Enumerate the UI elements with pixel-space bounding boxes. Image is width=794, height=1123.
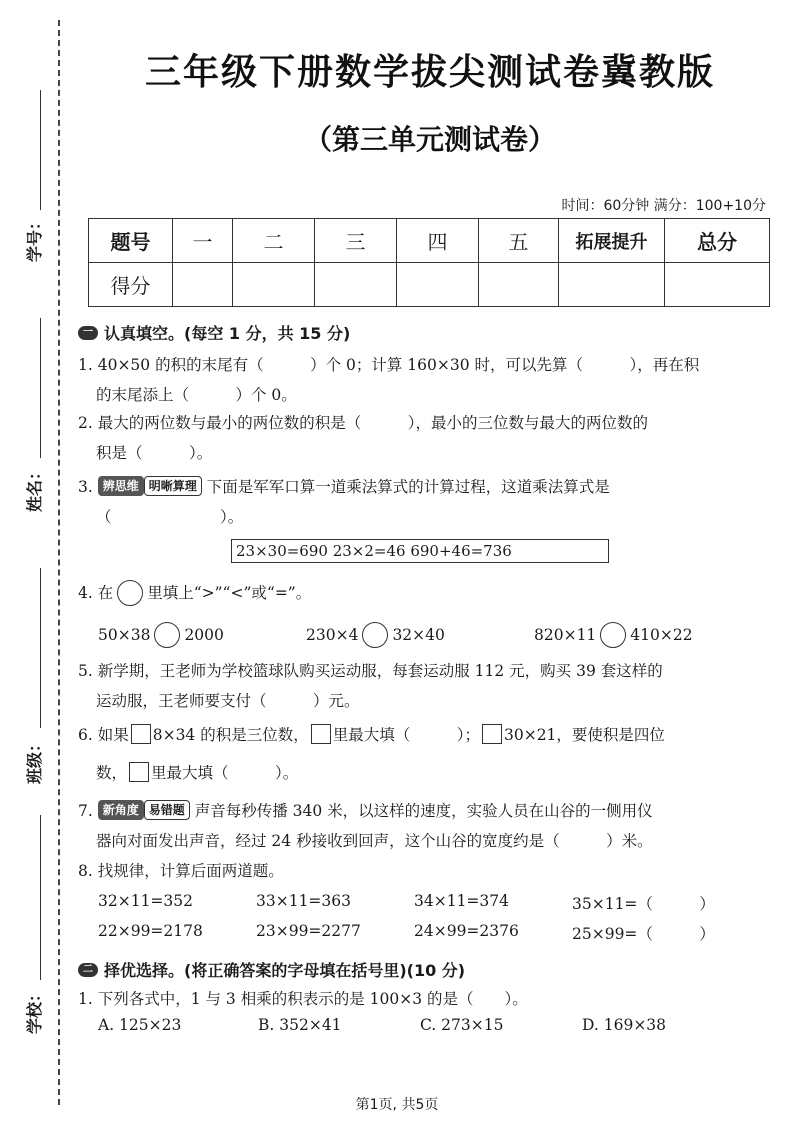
score-cell[interactable] — [397, 263, 479, 307]
q3-tag-logic: 明晰算理 — [144, 476, 202, 496]
option-c: C. 273×15 — [420, 1016, 504, 1034]
score-header-cell: 总分 — [665, 219, 770, 263]
question-1-1 — [78, 350, 758, 410]
q3-tag-think: 辨思维 — [98, 476, 144, 496]
score-row-label: 得分 — [89, 263, 173, 307]
score-cell[interactable] — [315, 263, 397, 307]
q7-tag-error: 易错题 — [144, 800, 190, 820]
answer-circle[interactable] — [362, 622, 388, 648]
score-header-cell: 三 — [315, 219, 397, 263]
q2-line2: 积是（ ）。 — [96, 444, 213, 462]
page-title: 三年级下册数学拔尖测试卷冀教版 — [144, 52, 715, 93]
q4-item — [306, 622, 445, 648]
score-header-cell: 四 — [397, 219, 479, 263]
q4-left: 50×38 — [98, 626, 151, 644]
q3-number: 3. — [78, 478, 93, 496]
compare-circle-icon — [117, 580, 143, 606]
option-a: A. 125×23 — [98, 1016, 182, 1034]
q8-cell: 23×99=2277 — [256, 922, 361, 940]
section-2-badge: 二 — [78, 963, 98, 977]
q6-text-e: 数， — [96, 764, 128, 782]
answer-square[interactable] — [131, 724, 151, 744]
score-table-score-row — [89, 263, 770, 307]
q8-cell: 33×11=363 — [256, 892, 352, 910]
question-1-8 — [78, 856, 758, 886]
q5-line2: 运动服，王老师要支付（ ）元。 — [96, 692, 360, 710]
question-2-1 — [78, 984, 758, 1014]
q3-line2: （ ）。 — [96, 508, 244, 526]
q4-item — [98, 622, 224, 648]
q7-text: 声音每秒传播 340 米，以这样的速度，实验人员在山谷的一侧用仪 — [194, 802, 653, 820]
q8-text: 8. 找规律，计算后面两道题。 — [78, 862, 284, 880]
q3-calculation-box: 23×30=690 23×2=46 690+46=736 — [231, 539, 609, 563]
s2-q1-text: 1. 下列各式中，1 与 3 相乘的积表示的是 100×3 的是（ ）。 — [78, 990, 528, 1008]
score-table — [88, 218, 770, 307]
class-underline — [40, 568, 41, 728]
q8-cell: 32×11=352 — [98, 892, 194, 910]
score-header-cell: 五 — [479, 219, 559, 263]
option-d: D. 169×38 — [582, 1016, 667, 1034]
q2-line1: 2. 最大的两位数与最小的两位数的积是（ ），最小的三位数与最大的两位数的 — [78, 414, 648, 432]
score-cell[interactable] — [559, 263, 665, 307]
section-2-heading — [78, 958, 465, 981]
q5-line1: 5. 新学期，王老师为学校篮球队购买运动服，每套运动服 112 元，购买 39 套这样的 — [78, 662, 663, 680]
score-header-cell: 一 — [173, 219, 233, 263]
q1-line2: 的末尾添上（ ）个 0。 — [96, 386, 297, 404]
q7-line2: 器向对面发出声音，经过 24 秒接收到回声，这个山谷的宽度约是（ ）米。 — [96, 832, 653, 850]
score-header-cell: 二 — [233, 219, 315, 263]
binding-dashed-line — [58, 20, 60, 1105]
q4-text-b: 里填上“>”“<”或“=”。 — [147, 584, 312, 602]
q6-text-a: 6. 如果 — [78, 726, 129, 744]
section-1-badge: 一 — [78, 326, 98, 340]
q8-cell: 22×99=2178 — [98, 922, 203, 940]
q6-text-b: 8×34 的积是三位数， — [152, 726, 309, 744]
page-footer: 第1页, 共5页 — [355, 1097, 439, 1113]
answer-square[interactable] — [129, 762, 149, 782]
q4-right: 32×40 — [392, 626, 445, 644]
score-cell[interactable] — [479, 263, 559, 307]
answer-square[interactable] — [482, 724, 502, 744]
score-cell[interactable] — [233, 263, 315, 307]
option-b: B. 352×41 — [258, 1016, 342, 1034]
answer-square[interactable] — [311, 724, 331, 744]
name-label: 姓名： — [25, 463, 44, 512]
question-1-6 — [78, 720, 758, 788]
score-table-header-row — [89, 219, 770, 263]
score-cell[interactable] — [173, 263, 233, 307]
q4-item — [534, 622, 693, 648]
page-subtitle: （第三单元测试卷） — [303, 123, 556, 156]
school-label: 学校： — [25, 985, 44, 1034]
q8-cell: 24×99=2376 — [414, 922, 519, 940]
section-1-title: 认真填空。(每空 1 分，共 15 分) — [104, 324, 351, 343]
q6-text-d: 30×21，要使积是四位 — [503, 726, 665, 744]
score-cell[interactable] — [665, 263, 770, 307]
exam-meta: 时间：60分钟 满分：100+10分 — [561, 198, 766, 214]
q4-text-a: 4. 在 — [78, 584, 114, 602]
answer-circle[interactable] — [600, 622, 626, 648]
question-1-7 — [78, 796, 758, 856]
q6-text-c: 里最大填（ ）； — [332, 726, 480, 744]
q7-number: 7. — [78, 802, 93, 820]
q4-right: 410×22 — [630, 626, 693, 644]
score-header-cell: 题号 — [89, 219, 173, 263]
q3-text: 下面是军军口算一道乘法算式的计算过程，这道乘法算式是 — [206, 478, 610, 496]
question-1-5 — [78, 656, 758, 716]
class-label: 班级： — [25, 735, 44, 784]
q4-right: 2000 — [184, 626, 224, 644]
q8-cell: 35×11=（ ） — [572, 895, 715, 913]
school-underline — [40, 815, 41, 980]
question-1-4 — [78, 578, 758, 608]
student-id-label: 学号： — [25, 213, 44, 262]
question-1-2 — [78, 408, 758, 468]
q6-text-f: 里最大填（ ）。 — [151, 764, 299, 782]
q1-line1: 1. 40×50 的积的末尾有（ ）个 0；计算 160×30 时，可以先算（ ），再在积 — [78, 356, 700, 374]
q4-left: 820×11 — [534, 626, 597, 644]
score-header-cell: 拓展提升 — [559, 219, 665, 263]
q8-cell: 34×11=374 — [414, 892, 510, 910]
q4-left: 230×4 — [306, 626, 359, 644]
question-1-3 — [78, 472, 758, 532]
q8-cell: 25×99=（ ） — [572, 925, 715, 943]
q7-tag-angle: 新角度 — [98, 800, 144, 820]
student-id-underline — [40, 90, 41, 210]
answer-circle[interactable] — [154, 622, 180, 648]
section-1-heading — [78, 321, 350, 344]
name-underline — [40, 318, 41, 458]
section-2-title: 择优选择。(将正确答案的字母填在括号里)(10 分) — [104, 961, 466, 980]
